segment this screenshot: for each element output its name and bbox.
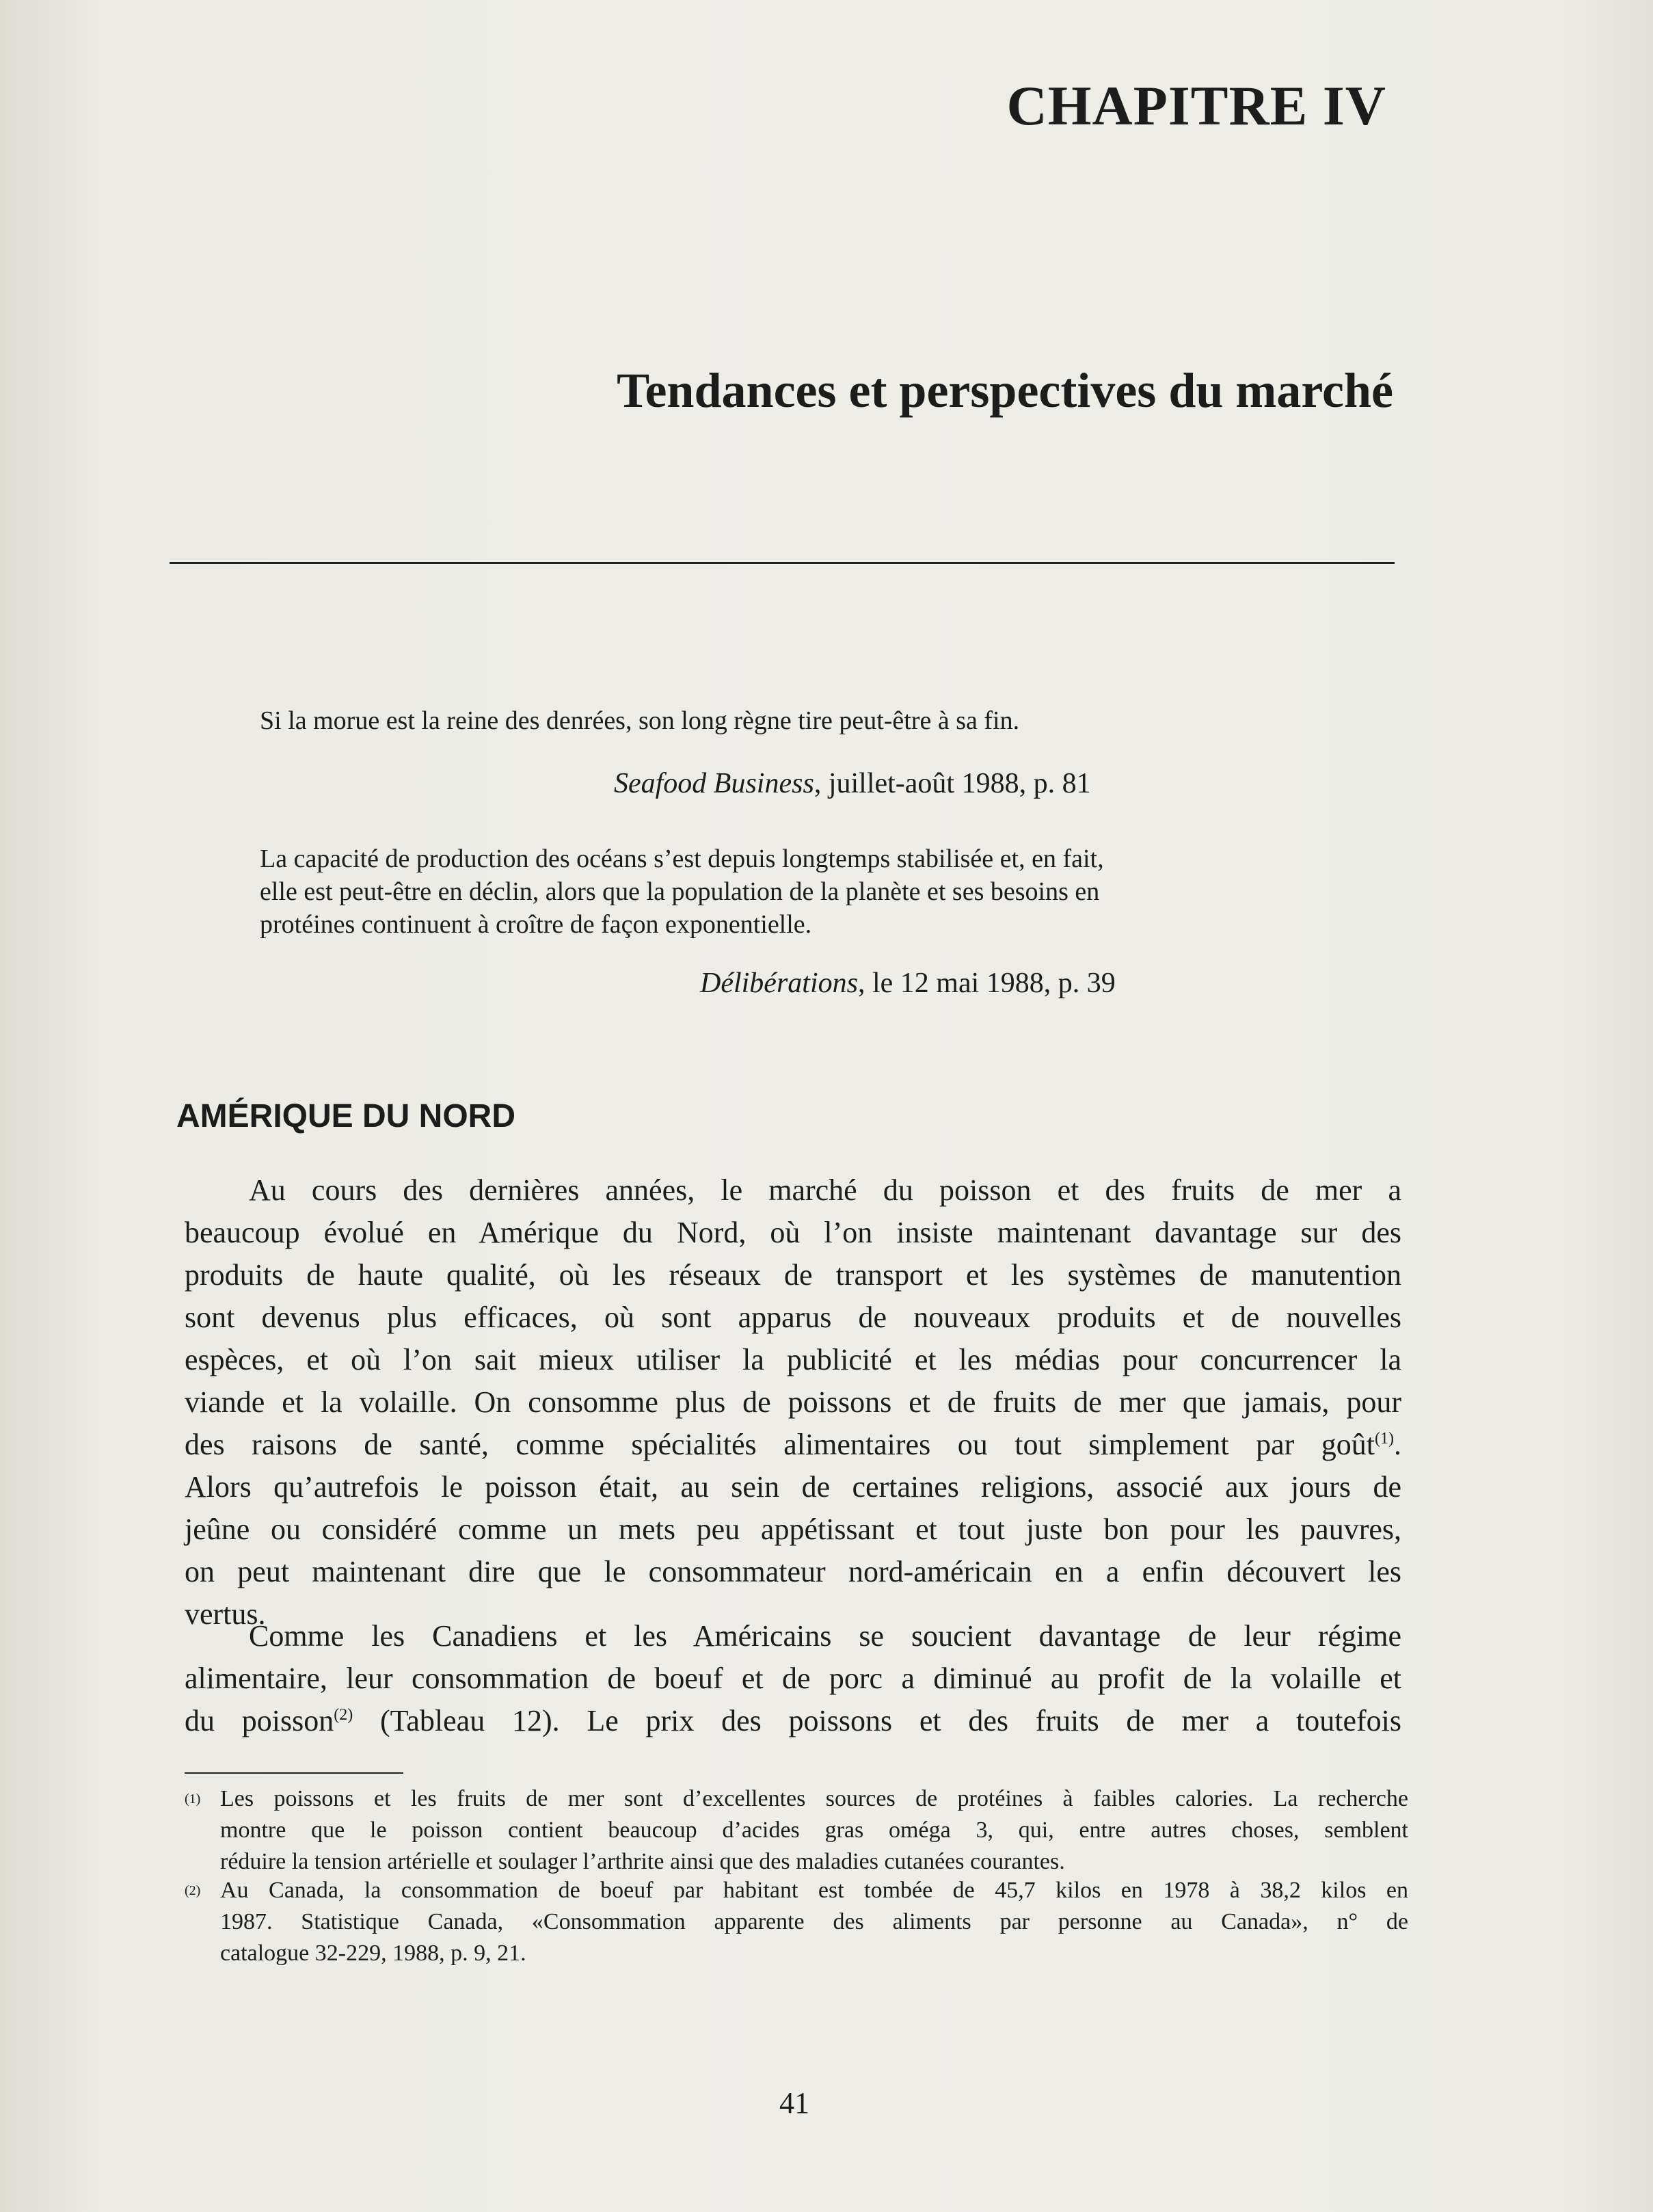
footnote-mark: (2)	[185, 1883, 201, 1898]
paragraph-1	[185, 1169, 1401, 1636]
paragraph-line: beaucoup évolué en Amérique du Nord, où l’on insiste maintenant davantage sur des	[185, 1216, 1401, 1249]
footnote-line: catalogue 32-229, 1988, p. 9, 21.	[220, 1941, 526, 1966]
paragraph-line: on peut maintenant dire que le consommateur nord-américain en a enfin découvert les	[185, 1555, 1401, 1588]
paragraph-line: alimentaire, leur consommation de boeuf et de porc a diminué au profit de la volaille et	[185, 1662, 1401, 1695]
footnote-line: 1987. Statistique Canada, «Consommation apparente des aliments par personne au Canada», n° de	[220, 1909, 1408, 1934]
paragraph-line: vertus.	[185, 1597, 266, 1631]
epigraph-quote-2	[260, 842, 1367, 941]
footnote-line: réduire la tension artérielle et soulager l’arthrite ainsi que des maladies cutanées courantes.	[220, 1849, 1065, 1874]
paragraph-line: Comme les Canadiens et les Américains se soucient davantage de leur régime	[249, 1619, 1401, 1653]
paragraph-line: viande et la volaille. On consomme plus de poissons et de fruits de mer que jamais, pour	[185, 1385, 1401, 1419]
paragraph-line: espèces, et où l’on sait mieux utiliser la publicité et les médias pour concurrencer la	[185, 1343, 1401, 1376]
paragraph-line: Au cours des dernières années, le marché du poisson et des fruits de mer a	[249, 1173, 1401, 1207]
epigraph-2-line: protéines continuent à croître de façon exponentielle.	[260, 910, 812, 939]
paragraph-line: produits de haute qualité, où les réseaux de transport et les systèmes de manutention	[185, 1258, 1401, 1292]
epigraph-quote-1	[260, 704, 1367, 737]
footnote-ref-2: (2)	[334, 1706, 353, 1724]
paragraph-2	[185, 1615, 1401, 1742]
epigraph-1-line: Si la morue est la reine des denrées, son long règne tire peut-être à sa fin.	[260, 706, 1020, 735]
chapter-title: Tendances et perspectives du marché	[617, 363, 1393, 418]
paragraph-line: Alors qu’autrefois le poisson était, au sein de certaines religions, associé aux jours de	[185, 1470, 1401, 1504]
paragraph-text: des raisons de santé, comme spécialités alimentaires ou tout simplement par goût	[185, 1428, 1375, 1461]
footnote-line: Au Canada, la consommation de boeuf par habitant est tombée de 45,7 kilos en 1978 à 38,2 kilos en	[220, 1878, 1408, 1903]
epigraph-2-line: elle est peut-être en déclin, alors que la population de la planète et ses besoins en	[260, 877, 1100, 906]
page-number: 41	[779, 2086, 809, 2120]
epigraph-2-source-title: Délibérations	[700, 968, 858, 999]
paragraph-line-with-ref	[185, 1424, 1401, 1466]
epigraph-1-source-title: Seafood Business	[614, 768, 814, 799]
footnote-mark: (1)	[185, 1791, 201, 1807]
epigraph-2-line: La capacité de production des océans s’est depuis longtemps stabilisée et, en fait,	[260, 844, 1104, 873]
section-heading: AMÉRIQUE DU NORD	[176, 1098, 516, 1134]
epigraph-1-source-detail: , juillet-août 1988, p. 81	[814, 768, 1091, 799]
epigraph-2-source-detail: , le 12 mai 1988, p. 39	[857, 968, 1116, 999]
title-rule	[170, 562, 1395, 564]
paragraph-text: .	[1394, 1428, 1401, 1461]
epigraph-source-2	[700, 967, 1116, 1000]
paragraph-line: sont devenus plus efficaces, où sont apparus de nouveaux produits et de nouvelles	[185, 1301, 1401, 1334]
chapter-heading: CHAPITRE IV	[1006, 75, 1386, 137]
footnote-1	[185, 1783, 1408, 1878]
footnote-rule	[185, 1772, 403, 1774]
paragraph-line: jeûne ou considéré comme un mets peu appétissant et tout juste bon pour les pauvres,	[185, 1513, 1401, 1546]
epigraph-source-1	[614, 767, 1091, 800]
footnote-2	[185, 1875, 1408, 1969]
footnote-line: montre que le poisson contient beaucoup d’acides gras oméga 3, qui, entre autres choses, semblent	[220, 1817, 1408, 1843]
footnote-ref-1: (1)	[1375, 1430, 1394, 1448]
paragraph-line-with-ref	[185, 1700, 1401, 1742]
paragraph-text: (Tableau 12). Le prix des poissons et des fruits de mer a toutefois	[353, 1704, 1401, 1737]
paragraph-text: du poisson	[185, 1704, 334, 1737]
footnote-line: Les poissons et les fruits de mer sont d’excellentes sources de protéines à faibles calories. La recherche	[220, 1786, 1408, 1811]
